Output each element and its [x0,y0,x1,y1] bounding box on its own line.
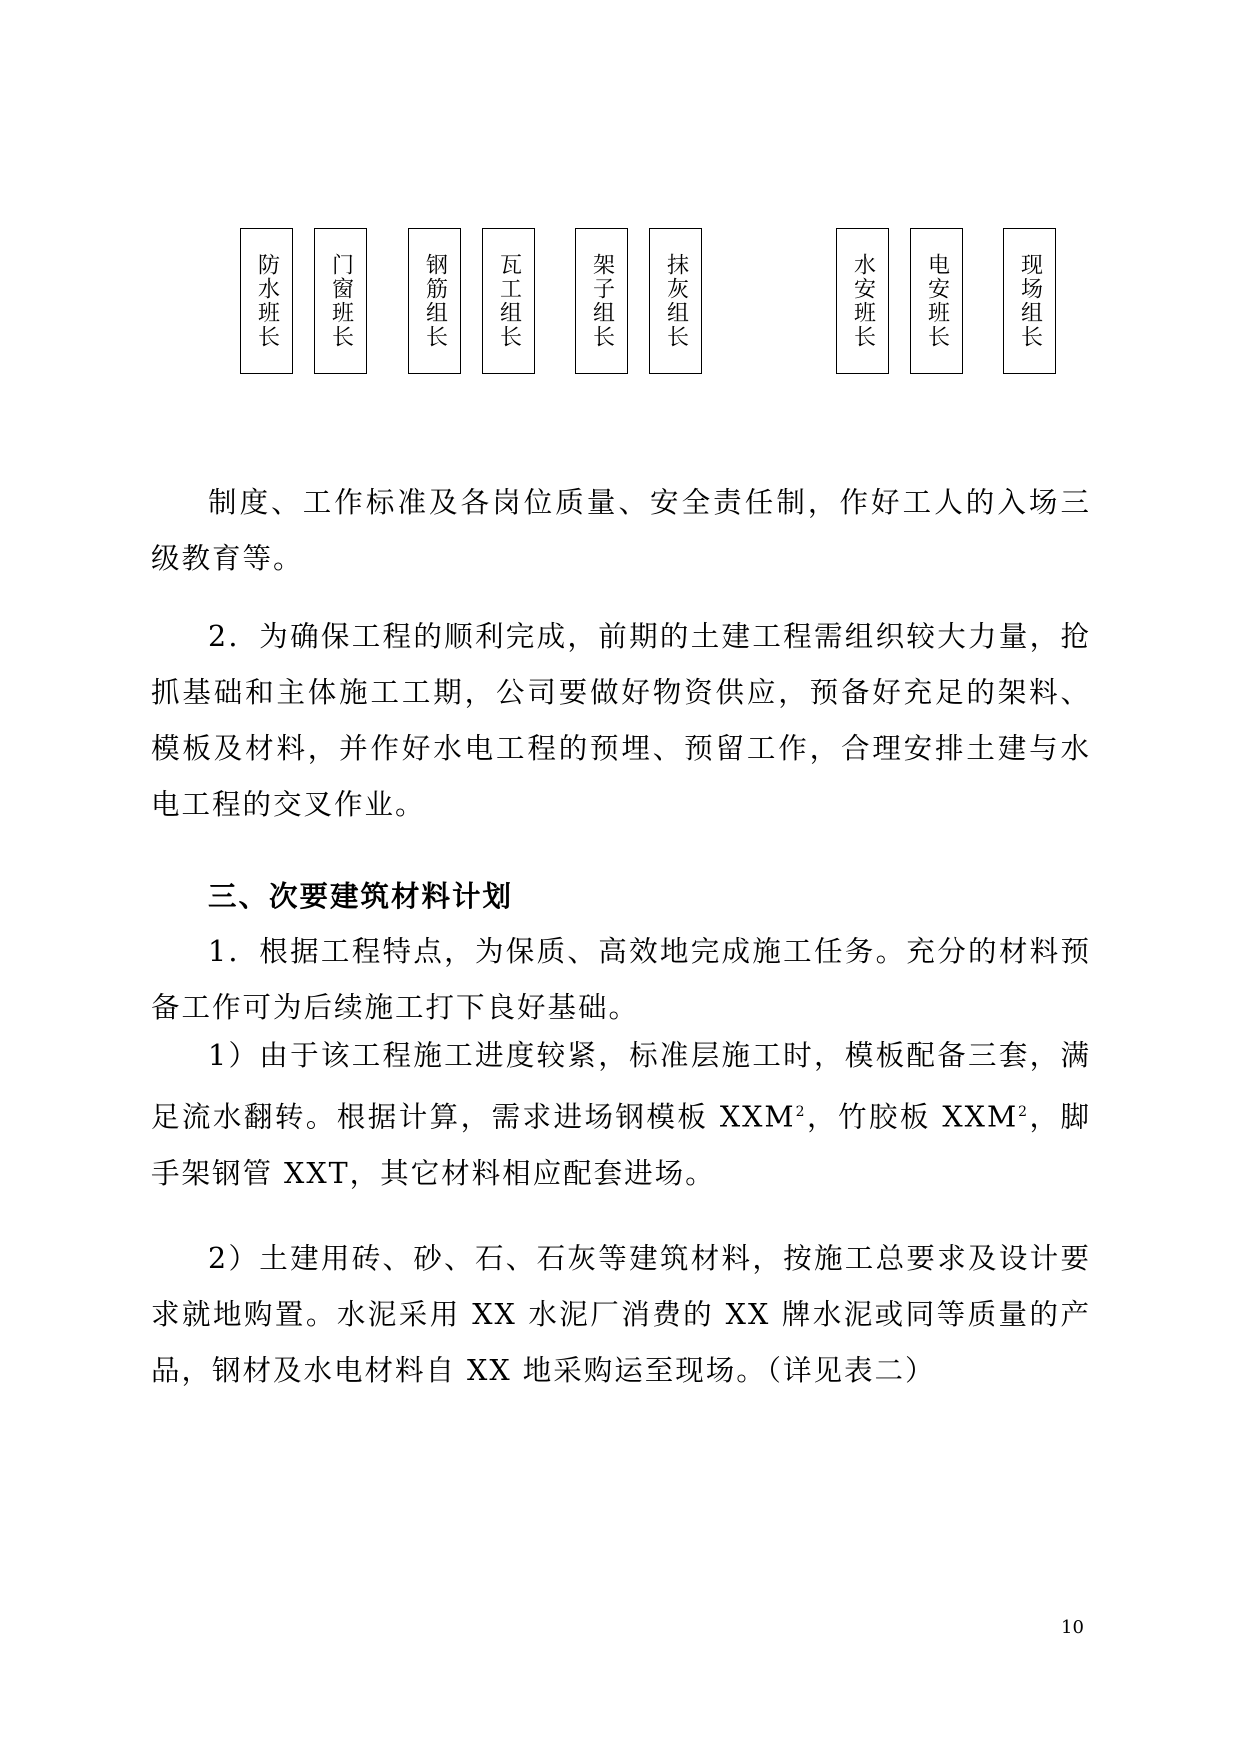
org-box-waterproof-leader [240,228,293,374]
formwork-text-part-2: ，竹胶板 XXM [806,1100,1019,1134]
org-box-electrical-leader [910,228,963,374]
org-box-masonry-leader [482,228,535,374]
org-box-label: 抹灰组长 [663,253,689,349]
paragraph-schedule: 2．为确保工程的顺利完成，前期的土建工程需组织较大力量，抢抓基础和主体施工工期，公司要做好物资供应，预备好充足的架料、模板及材料，并作好水电工程的预埋、预留工作，合理安排土建与水电工程的交叉作业。 [151,620,1091,821]
org-box-label: 瓦工组长 [496,253,522,349]
formwork-text-part-3: ，脚手架钢管 XXT，其它材料相应配套进场。 [151,1100,1091,1190]
page-number: 10 [1061,1617,1084,1638]
paragraph-material-prep: 1．根据工程特点，为保质、高效地完成施工任务。充分的材料预备工作可为后续施工打下良好基础。 [151,935,1091,1024]
org-box-doors-windows-leader [314,228,367,374]
org-box-label: 现场组长 [1017,253,1043,349]
org-box-label: 防水班长 [254,253,280,349]
superscript-2: 2 [795,1104,807,1120]
formwork-text-part-1: 1）由于该工程施工进度较紧，标准层施工时，模板配备三套，满足流水翻转。根据计算，需求进场钢模板 XXM [151,1039,1091,1134]
paragraph-responsibility: 制度、工作标准及各岗位质量、安全责任制，作好工人的入场三级教育等。 [151,486,1091,575]
org-box-rebar-leader [408,228,461,374]
org-box-site-leader [1003,228,1056,374]
superscript-2: 2 [1018,1104,1030,1120]
org-box-label: 钢筋组长 [422,253,448,349]
org-box-label: 电安班长 [924,253,950,349]
paragraph-building-materials: 2）土建用砖、砂、石、石灰等建筑材料，按施工总要求及设计要求就地购置。水泥采用 XX 水泥厂消费的 XX 牌水泥或同等质量的产品，钢材及水电材料自 XX 地采购运至现场。（详见表二） [151,1242,1091,1387]
paragraph-formwork [151,1028,1091,1202]
org-box-label: 门窗班长 [328,253,354,349]
org-box-scaffold-leader [575,228,628,374]
org-box-plumbing-leader [836,228,889,374]
section-heading-materials-plan: 三、次要建筑材料计划 [208,879,514,913]
org-box-label: 架子组长 [589,253,615,349]
org-box-label: 水安班长 [850,253,876,349]
org-box-plaster-leader [649,228,702,374]
